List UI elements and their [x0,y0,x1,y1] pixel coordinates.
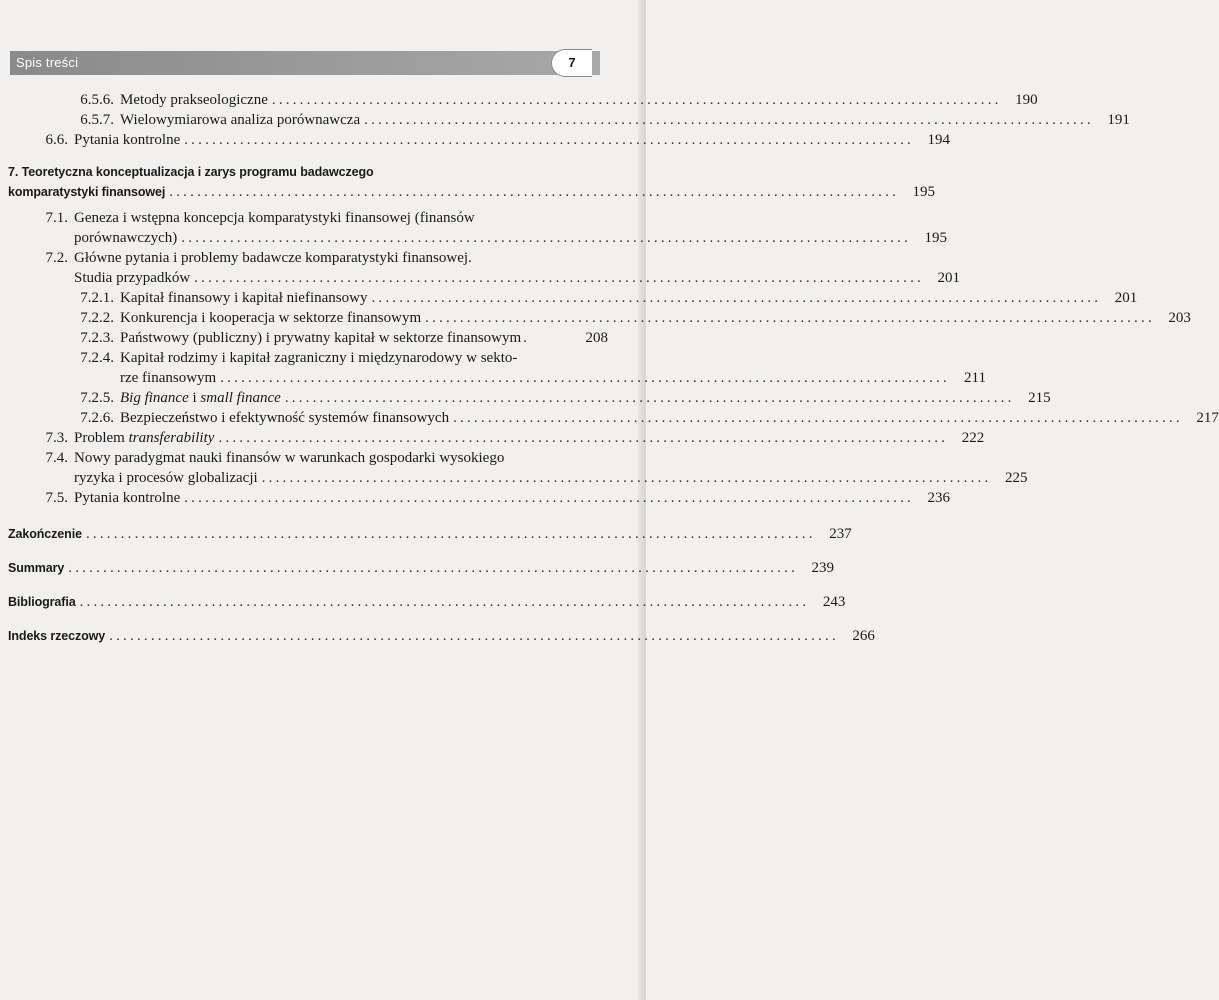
toc-page: 237 [829,526,852,542]
toc-page: 222 [961,430,985,446]
toc-page: 236 [927,490,950,506]
dot-leader: ......................................................................................................... [284,390,1015,406]
toc-number: 7.2.2. [80,310,114,326]
toc-page: 201 [937,270,960,286]
table-of-contents [8,90,1219,646]
toc-chapter [8,592,846,612]
toc-page: 215 [1028,390,1051,406]
toc-title-line: Studia przypadków [74,270,191,286]
toc-entry [8,288,1138,308]
toc-title-line: Geneza i wstępna koncepcja komparatystyki finansowej (finansów [74,210,475,226]
toc-title-italic: transferability [128,430,215,446]
dot-leader: ......................................................................................................... [184,132,914,148]
toc-number: 6.6. [45,132,68,148]
toc-title: Bezpieczeństwo i efektywność systemów finansowych [120,410,450,426]
toc-number: 7.2.1. [80,290,114,306]
toc-title-italic: Big finance [120,390,189,406]
dot-leader: ......................................................................................................... [85,526,816,542]
toc-number: 7.4. [45,450,68,466]
toc-page: 194 [927,132,950,148]
toc-number: 6.5.6. [80,92,114,108]
toc-title-italic: small finance [200,390,281,406]
toc-entry [8,448,1028,488]
dot-leader: ......................................................................................................... [68,560,799,576]
toc-entry [8,428,985,448]
toc-title-line: Nowy paradygmat nauki finansów w warunkach gospodarki wysokiego [74,450,505,466]
toc-chapter [8,558,835,578]
toc-title [74,428,214,448]
toc-page: 190 [1015,92,1038,108]
dot-leader: ......................................................................................................... [184,490,914,506]
page-number: 7 [551,49,592,77]
dot-leader: ......................................................................................................... [364,112,1094,128]
dot-leader: . [523,330,531,346]
toc-title-part: Problem [74,430,129,446]
toc-entry [8,308,1191,328]
toc-number: 7.2.3. [80,330,114,346]
toc-page: 201 [1114,290,1138,306]
toc-entry [8,130,950,150]
toc-entry [8,388,1051,408]
toc-title-part: i [188,390,201,406]
toc-title: Wielowymiarowa analiza porównawcza [120,112,361,128]
toc-title: Konkurencja i kooperacja w sektorze finansowym [120,310,422,326]
toc-title: Indeks rzeczowy [8,629,106,643]
toc-page: 266 [852,628,875,644]
toc-number: 7.1. [45,210,68,226]
dot-leader: ......................................................................................................... [218,430,949,446]
toc-number: 7.2. [45,250,68,266]
toc-page: 243 [822,594,846,610]
toc-entry [8,328,608,348]
toc-page: 211 [964,370,986,386]
toc-title-line: ryzyka i procesów globalizacji [74,470,258,486]
dot-leader: ......................................................................................................... [220,370,950,386]
toc-number: 7.5. [45,490,68,506]
dot-leader: ......................................................................................................... [194,270,924,286]
toc-page: 191 [1107,112,1130,128]
dot-leader: ......................................................................................................... [371,290,1102,306]
toc-title-line: komparatystyki finansowej [8,185,166,199]
toc-title: Pytania kontrolne [74,132,181,148]
toc-entry [8,90,1038,110]
dot-leader: ......................................................................................................... [271,92,1002,108]
toc-chapter [8,162,936,202]
toc-title-line: rze finansowym [120,370,217,386]
toc-title: Państwowy (publiczny) i prywatny kapitał w sektorze finansowym [120,330,522,346]
dot-leader: ......................................................................................................... [79,594,810,610]
toc-page: 208 [585,330,608,346]
toc-title: Pytania kontrolne [74,490,181,506]
running-header [10,51,600,75]
toc-title: Summary [8,561,65,575]
toc-number: 7.2.5. [80,390,114,406]
toc-title-line: porównawczych) [74,230,178,246]
toc-chapter [8,626,875,646]
dot-leader: ......................................................................................................... [109,628,839,644]
dot-leader: ......................................................................................................... [453,410,1183,426]
toc-entry [8,208,948,248]
toc-title: Bibliografia [8,595,76,609]
toc-entry [8,348,986,388]
toc-page: 203 [1168,310,1191,326]
toc-title-line: Główne pytania i problemy badawcze komparatystyki finansowej. [74,250,472,266]
toc-page: 217 [1196,410,1219,426]
dot-leader: ......................................................................................................... [181,230,912,246]
toc-title [120,388,281,408]
toc-page: 195 [924,230,948,246]
toc-page: 239 [811,560,835,576]
toc-number: 7.3. [45,430,68,446]
toc-chapter [8,524,852,544]
toc-title: Metody prakseologiczne [120,92,268,108]
toc-page: 195 [912,184,936,200]
toc-entry [8,408,1219,428]
toc-title: Kapitał finansowy i kapitał niefinansowy [120,290,368,306]
toc-number: 7.2.4. [80,350,114,366]
toc-page: 225 [1004,470,1028,486]
toc-number: 6.5.7. [80,112,114,128]
toc-number: 7.2.6. [80,410,114,426]
toc-title: Zakończenie [8,527,82,541]
toc-entry [8,110,1130,130]
toc-title-line: 7. Teoretyczna konceptualizacja i zarys programu badawczego [8,165,374,179]
dot-leader: ......................................................................................................... [169,184,900,200]
toc-entry [8,488,950,508]
toc-entry [8,248,960,288]
dot-leader: ......................................................................................................... [425,310,1155,326]
header-title: Spis treści [16,55,79,70]
toc-title-line: Kapitał rodzimy i kapitał zagraniczny i międzynarodowy w sekto- [120,350,518,366]
dot-leader: ......................................................................................................... [261,470,992,486]
